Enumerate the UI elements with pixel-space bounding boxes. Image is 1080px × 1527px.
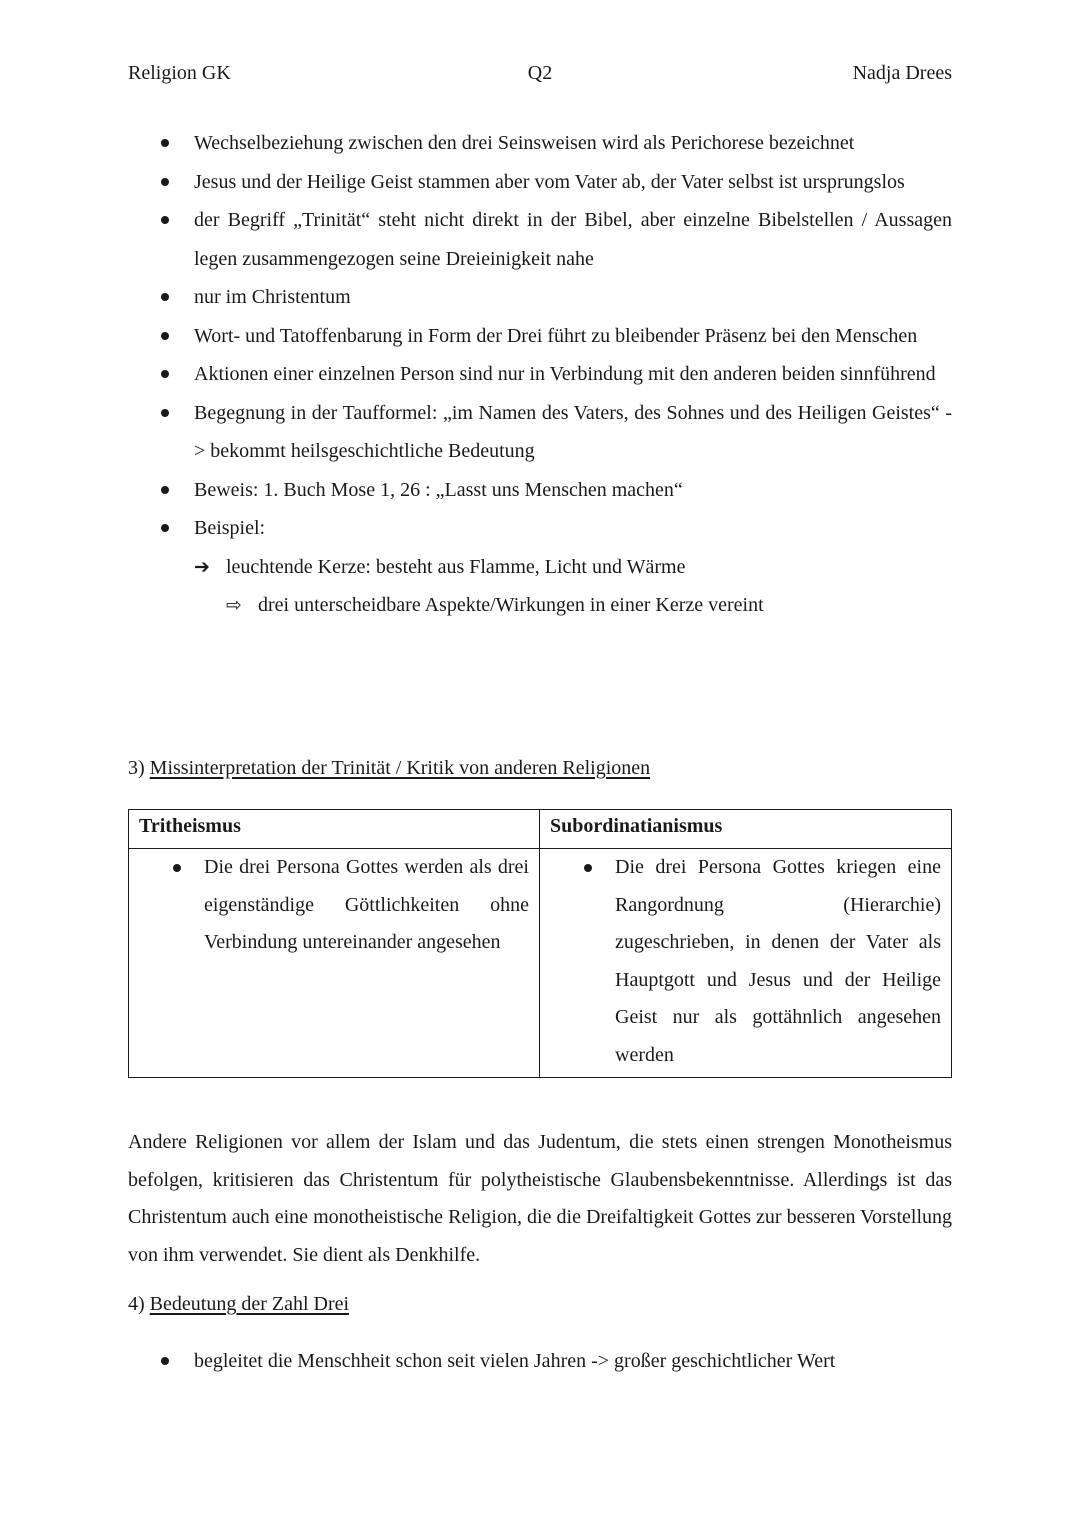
section-4-title: Bedeutung der Zahl Drei <box>149 1293 350 1315</box>
list-item: Begegnung in der Taufformel: „im Namen des Vaters, des Sohnes und des Heiligen Geistes“ -> bekommt heilsgeschichtliche Bedeutung <box>128 394 952 471</box>
example-candle <box>128 548 952 586</box>
list-item: Beweis: 1. Buch Mose 1, 26 : „Lasst uns Menschen machen“ <box>128 471 952 510</box>
example-conclusion <box>128 586 952 624</box>
table-header-row <box>129 810 952 849</box>
page-header <box>128 62 952 90</box>
list-item: Jesus und der Heilige Geist stammen aber vom Vater ab, der Vater selbst ist ursprungslos <box>128 163 952 202</box>
cell-bullet-text: Die drei Persona Gottes kriegen eine Rangordnung (Hierarchie) zugeschrieben, in denen der Vater als Hauptgott und Jesus und der Heilige Geist nur als gottähnlich angesehen werden <box>540 849 941 1074</box>
table-cell-subordinatianismus <box>540 849 952 1078</box>
list-item: Wort- und Tatoffenbarung in Form der Drei führt zu bleibender Präsenz bei den Menschen <box>128 317 952 356</box>
cell-bullet-text: Die drei Persona Gottes werden als drei eigenständige Göttlichkeiten ohne Verbindung untereinander angesehen <box>129 849 529 962</box>
example-conclusion-text: drei unterscheidbare Aspekte/Wirkungen in einer Kerze vereint <box>258 593 764 616</box>
trinity-bullet-list <box>128 124 952 624</box>
section-4-number: 4) <box>128 1293 145 1315</box>
list-item: Aktionen einer einzelnen Person sind nur in Verbindung mit den anderen beiden sinnführend <box>128 355 952 394</box>
header-course: Religion GK <box>128 62 231 84</box>
table-header-tritheismus: Tritheismus <box>129 810 540 849</box>
section-3-title: Missinterpretation der Trinität / Kritik von anderen Religionen <box>149 757 651 779</box>
header-semester: Q2 <box>527 62 553 84</box>
outline-arrow-right-icon: ⇨ <box>226 593 242 616</box>
section-4-heading <box>128 1293 349 1316</box>
section-3-heading <box>128 757 650 780</box>
table-row <box>129 849 952 1078</box>
list-item: Wechselbeziehung zwischen den drei Seinsweisen wird als Perichorese bezeichnet <box>128 124 952 163</box>
list-item: der Begriff „Trinität“ steht nicht direkt in der Bibel, aber einzelne Bibelstellen / Aussagen legen zusammengezogen seine Dreieinigkeit nahe <box>128 201 952 278</box>
list-item: begleitet die Menschheit schon seit vielen Jahren -> großer geschichtlicher Wert <box>128 1342 952 1380</box>
header-author: Nadja Drees <box>852 62 952 84</box>
table-header-subordinatianismus: Subordinatianismus <box>540 810 952 849</box>
example-candle-text: leuchtende Kerze: besteht aus Flamme, Licht und Wärme <box>226 555 686 578</box>
number-three-bullet-list <box>128 1342 952 1380</box>
criticism-paragraph: Andere Religionen vor allem der Islam und das Judentum, die stets einen strengen Monotheismus befolgen, kritisieren das Christentum für polytheistische Glaubensbekenntnisse. Allerdings ist das Christentum auch eine monotheistische Religion, die die Dreifaltigkeit Gottes zur besseren Vorstellung von ihm verwendet. Sie dient als Denkhilfe. <box>128 1131 952 1266</box>
section-3-number: 3) <box>128 757 145 779</box>
misinterpretation-table <box>128 809 952 1078</box>
table-cell-tritheismus <box>129 849 540 1078</box>
arrow-right-icon: ➔ <box>194 555 210 578</box>
list-item: nur im Christentum <box>128 278 952 317</box>
list-item: Beispiel: <box>128 509 952 548</box>
